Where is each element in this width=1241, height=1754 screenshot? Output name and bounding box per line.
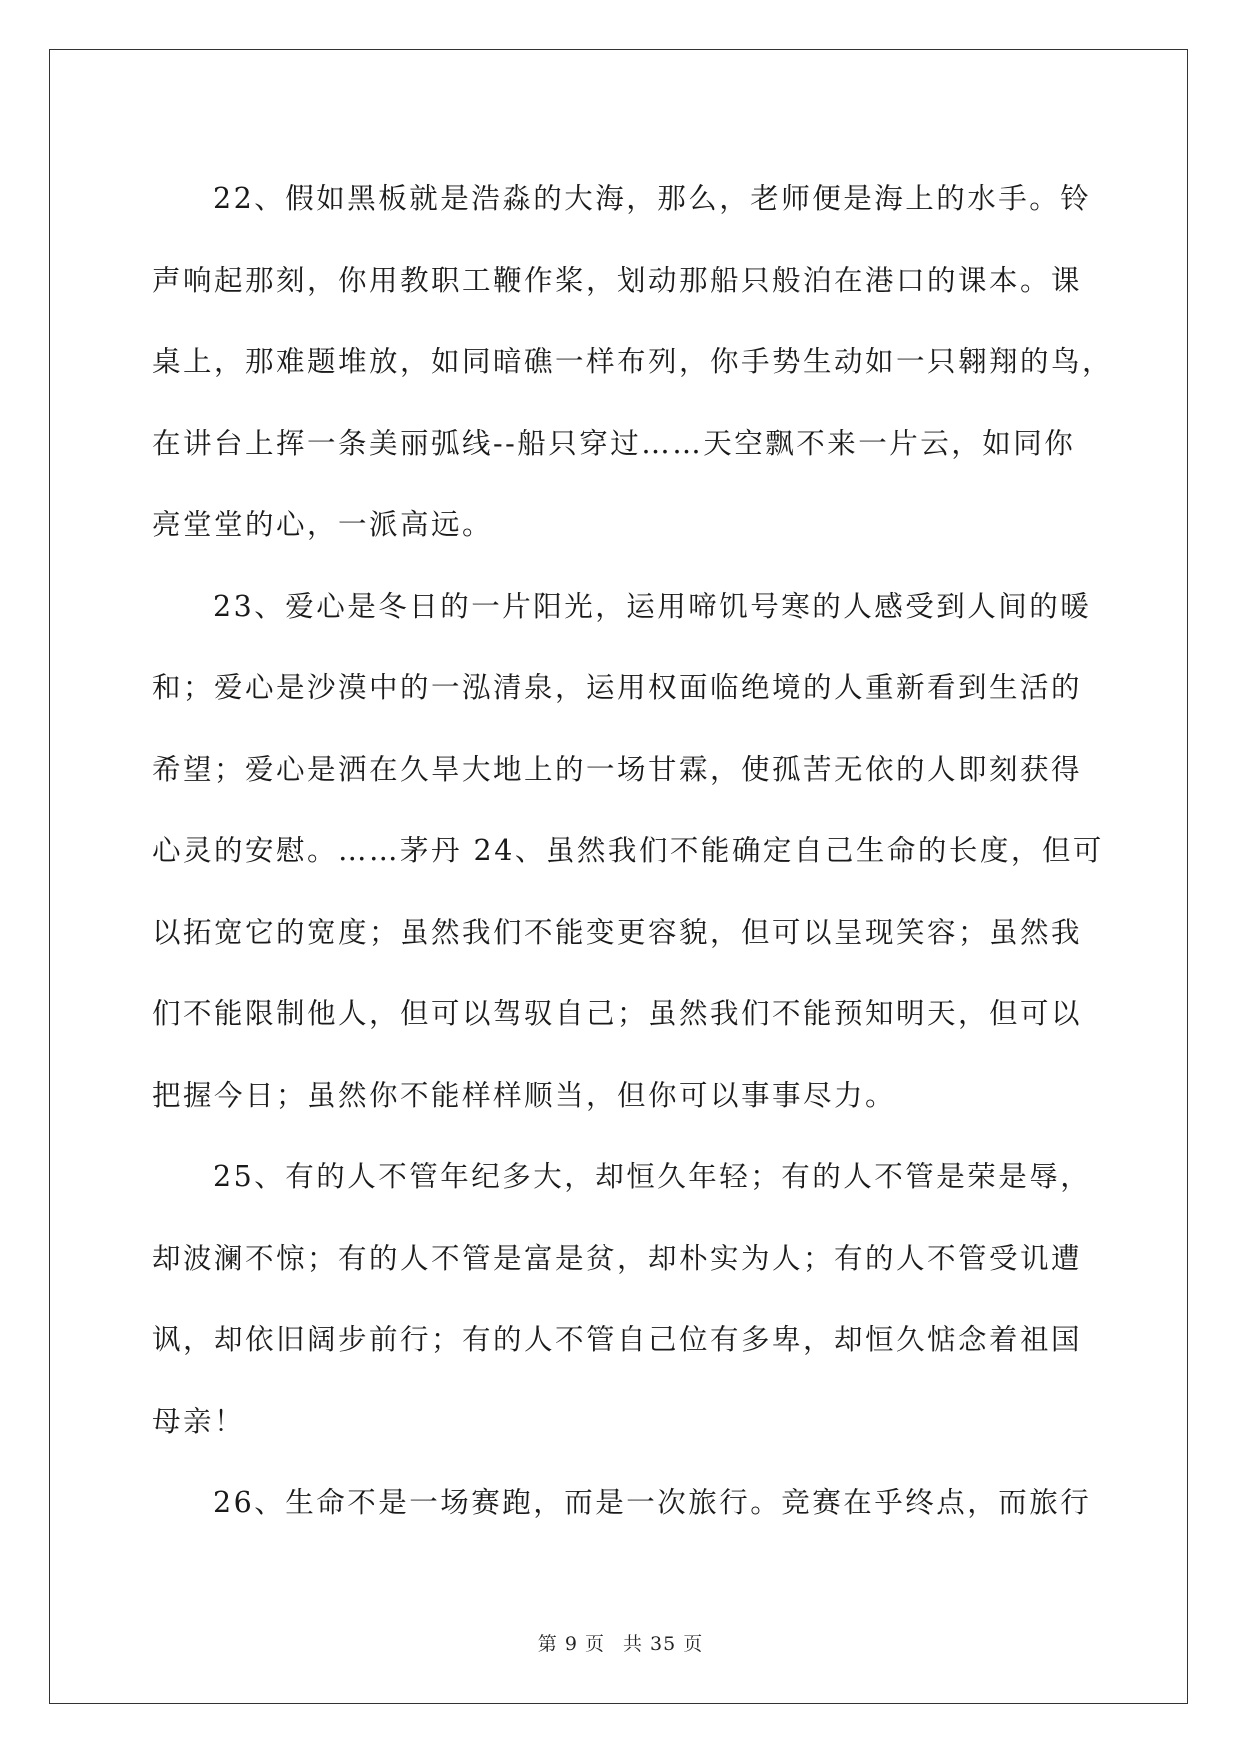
text-line: 声响起那刻，你用教职工鞭作桨，划动那船只般泊在港口的课本。课 xyxy=(152,263,1083,297)
text-line: 在讲台上挥一条美丽弧线--船只穿过……天空飘不来一片云，如同你 xyxy=(152,426,1076,460)
paragraph-23-24 xyxy=(152,566,1104,1137)
text-line: 以拓宽它的宽度；虽然我们不能变更容貌，但可以呈现笑容；虽然我 xyxy=(152,915,1083,949)
text-line: 26、生命不是一场赛跑，而是一次旅行。竞赛在乎终点，而旅行 xyxy=(213,1486,1092,1519)
text-line: 心灵的安慰。……茅丹 24、虽然我们不能确定自己生命的长度，但可 xyxy=(152,834,1104,867)
text-line: 23、爱心是冬日的一片阳光，运用啼饥号寒的人感受到人间的暖 xyxy=(213,589,1092,623)
paragraph-26 xyxy=(152,1462,1092,1544)
text-line: 们不能限制他人，但可以驾驭自己；虽然我们不能预知明天，但可以 xyxy=(152,997,1083,1030)
page-number: 第 9 页 xyxy=(537,1633,605,1655)
page-footer xyxy=(0,1629,1241,1656)
text-line: 却波澜不惊；有的人不管是富是贫，却朴实为人；有的人不管受讥遭 xyxy=(152,1241,1083,1275)
text-line: 22、假如黑板就是浩淼的大海，那么，老师便是海上的水手。铃 xyxy=(213,182,1092,215)
paragraph-22 xyxy=(152,158,1114,566)
paragraph-25 xyxy=(152,1136,1092,1462)
text-line: 亮堂堂的心，一派高远。 xyxy=(152,508,494,541)
page-total: 共 35 页 xyxy=(622,1633,704,1655)
text-line: 母亲！ xyxy=(152,1404,246,1438)
text-line: 和；爱心是沙漠中的一泓清泉，运用权面临绝境的人重新看到生活的 xyxy=(152,671,1083,704)
text-line: 希望；爱心是洒在久旱大地上的一场甘霖，使孤苦无依的人即刻获得 xyxy=(152,752,1083,786)
text-line: 25、有的人不管年纪多大，却恒久年轻；有的人不管是荣是辱， xyxy=(213,1160,1092,1193)
document-body xyxy=(152,158,1114,1544)
text-line: 桌上，那难题堆放，如同暗礁一样布列，你手势生动如一只翱翔的鸟， xyxy=(152,345,1114,378)
text-line: 把握今日；虽然你不能样样顺当，但你可以事事尽力。 xyxy=(152,1078,897,1112)
text-line: 讽，却依旧阔步前行；有的人不管自己位有多卑，却恒久惦念着祖国 xyxy=(152,1323,1083,1356)
